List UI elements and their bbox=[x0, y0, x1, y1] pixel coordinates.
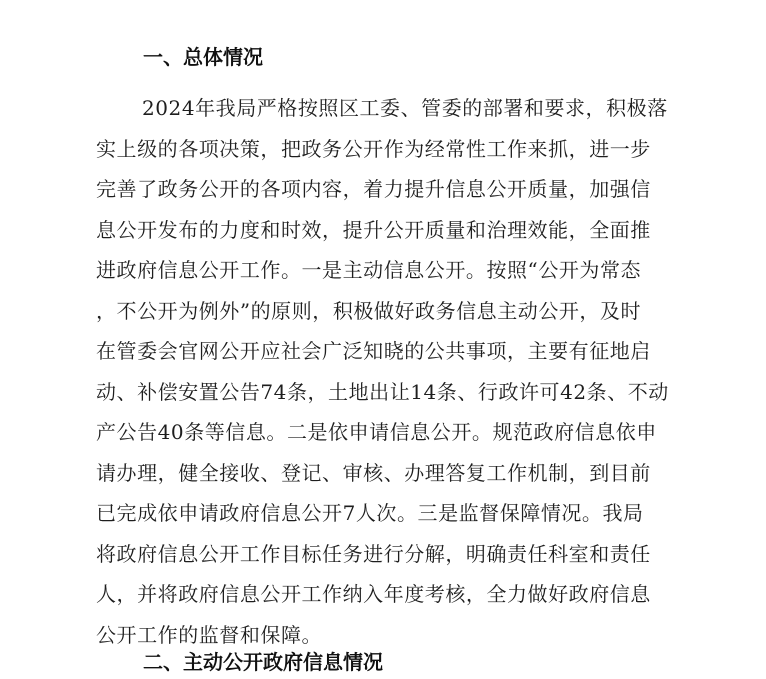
paragraph-line: 动、补偿安置公告74条，土地出让14条、行政许可42条、不动 bbox=[96, 379, 669, 404]
paragraph-line: 人，并将政府信息公开工作纳入年度考核，全力做好政府信息 bbox=[96, 582, 651, 606]
paragraph-line: 实上级的各项决策，把政务公开作为经常性工作来抓，进一步 bbox=[96, 136, 651, 161]
paragraph-line: ，不公开为例外”的原则，积极做好政务信息主动公开，及时 bbox=[96, 298, 642, 323]
paragraph-line: 在管委会官网公开应社会广泛知晓的公共事项，主要有征地启 bbox=[96, 339, 651, 363]
paragraph-line: 息公开发布的力度和时效，提升公开质量和治理效能，全面推 bbox=[96, 217, 651, 242]
paragraph-line: 将政府信息公开工作目标任务进行分解，明确责任科室和责任 bbox=[96, 541, 651, 566]
section-heading-overview: 一、总体情况 bbox=[143, 45, 263, 69]
section-heading-proactive-disclosure: 二、主动公开政府信息情况 bbox=[143, 650, 383, 674]
paragraph-line: 已完成依申请政府信息公开7人次。三是监督保障情况。我局 bbox=[96, 501, 644, 525]
paragraph-line: 产公告40条等信息。二是依申请信息公开。规范政府信息依申 bbox=[96, 420, 657, 444]
paragraph-line: 2024年我局严格按照区工委、管委的部署和要求，积极落 bbox=[142, 96, 668, 120]
paragraph-line: 请办理，健全接收、登记、审核、办理答复工作机制，到目前 bbox=[96, 460, 651, 485]
paragraph-line: 完善了政务公开的各项内容，着力提升信息公开质量，加强信 bbox=[96, 177, 651, 201]
paragraph-line: 公开工作的监督和保障。 bbox=[96, 622, 323, 647]
paragraph-line: 进政府信息公开工作。一是主动信息公开。按照“公开为常态 bbox=[96, 258, 642, 282]
overview-paragraph bbox=[96, 88, 686, 655]
